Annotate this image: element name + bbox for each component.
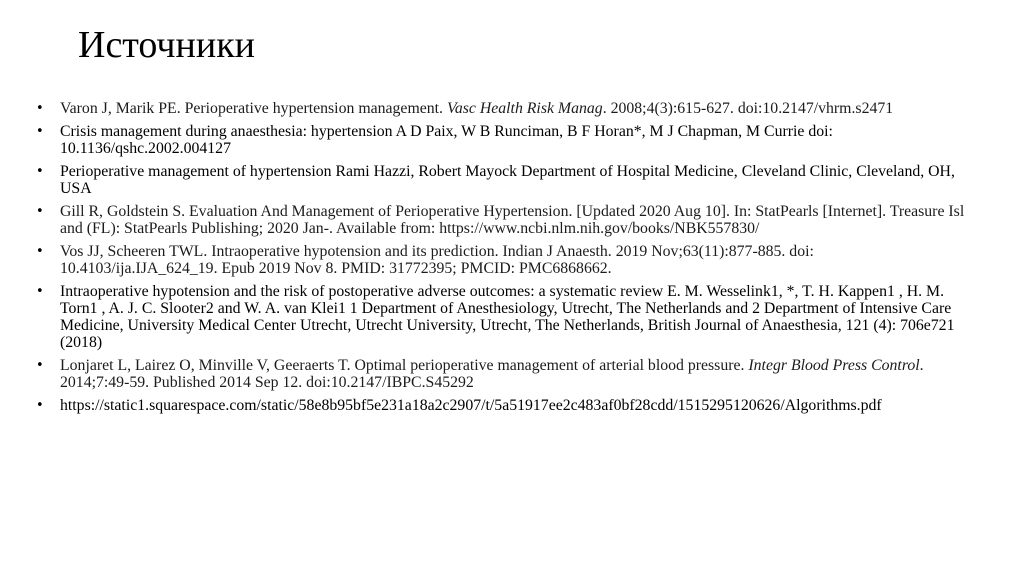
reference-text xyxy=(60,100,893,117)
journal-title: Integr Blood Press Control xyxy=(748,357,920,375)
bullet-icon: • xyxy=(36,101,44,116)
reference-list xyxy=(36,100,966,420)
bullet-icon: • xyxy=(36,163,44,179)
reference-text-main: Gill R, Goldstein S. Evaluation And Management of Perioperative Hypertension. [Updated 2020 Aug 10]. In: StatPearls [Internet]. Treasure Island (FL): StatPearls Publishing; 2020 Jan-. Available from: https://www.ncbi.nlm.nih.gov/books/NBK557830/ xyxy=(60,202,965,237)
reference-item xyxy=(36,357,966,391)
reference-text-main: Perioperative management of hypertension Rami Hazzi, Robert Mayock Department of Hospital Medicine, Cleveland Clinic, Cleveland, OH, USA xyxy=(60,162,955,197)
reference-text xyxy=(60,397,882,414)
reference-item xyxy=(36,243,966,277)
reference-text-tail: . 2014;7:49-59. Published 2014 Sep 12. doi:10.2147/IBPC.S45292 xyxy=(60,357,924,392)
reference-text-main: Crisis management during anaesthesia: hypertension A D Paix, W B Runciman, B F Horan*, M J Chapman, M Currie doi: 10.1136/qshc.2002.004127 xyxy=(60,122,833,157)
reference-item xyxy=(36,397,966,414)
reference-item xyxy=(36,123,966,157)
bullet-icon: • xyxy=(36,243,44,259)
reference-text xyxy=(60,203,964,237)
reference-text xyxy=(60,243,814,277)
reference-text-main: Varon J, Marik PE. Perioperative hypertension management. xyxy=(60,100,447,117)
bullet-icon: • xyxy=(36,398,44,414)
reference-text-main: Vos JJ, Scheeren TWL. Intraoperative hypotension and its prediction. Indian J Anaesth. 2019 Nov;63(11):877-885. doi: 10.4103/ija.IJA_624_19. Epub 2019 Nov 8. PMID: 31772395; PMCID: PMC6868662. xyxy=(60,242,814,277)
bullet-icon: • xyxy=(36,123,44,139)
reference-item xyxy=(36,283,966,352)
slide-title: Источники xyxy=(78,24,256,66)
journal-title: Vasc Health Risk Manag xyxy=(446,100,603,117)
bullet-icon: • xyxy=(36,203,44,219)
reference-item xyxy=(36,203,966,237)
reference-item xyxy=(36,100,966,117)
reference-text xyxy=(60,357,924,391)
reference-text xyxy=(60,123,833,157)
reference-text-main: Intraoperative hypotension and the risk of postoperative adverse outcomes: a systematic review E. M. Wesselink1, *, T. H. Kappen1 , H. M. Torn1 , A. J. C. Slooter2 and W. A. van Klei1 1 Department of Anesthesiology, Utrecht, The Netherlands and 2 Department of Intensive Care Medicine, University Medical Center Utrecht, Utrecht University, Utrecht, The Netherlands, British Journal of Anaesthesia, 121 (4): 706e721 (2018) xyxy=(60,282,955,352)
reference-url: https://static1.squarespace.com/static/58e8b95bf5e231a18a2c2907/t/5a51917ee2c483af0bf28cdd/1515295120626/Algorithms.pdf xyxy=(60,397,882,415)
reference-item xyxy=(36,163,966,197)
reference-text-tail: . 2008;4(3):615-627. doi:10.2147/vhrm.s2471 xyxy=(602,100,894,117)
reference-text-main: Lonjaret L, Lairez O, Minville V, Geeraerts T. Optimal perioperative management of arterial blood pressure. xyxy=(60,357,749,375)
bullet-icon: • xyxy=(36,283,44,299)
reference-text xyxy=(60,283,954,352)
reference-text xyxy=(60,163,955,197)
bullet-icon: • xyxy=(36,358,44,374)
